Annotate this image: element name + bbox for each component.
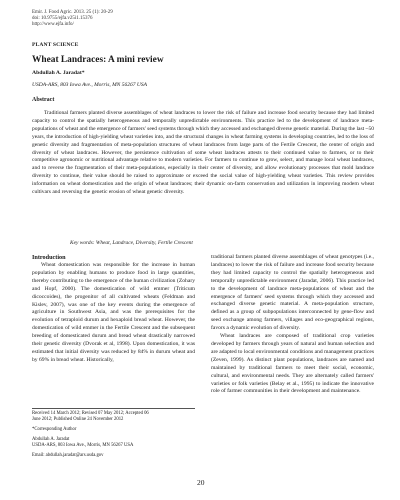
footnote-name: Abdullah A. Jaradat: [32, 437, 70, 443]
footnote-address: USDA-ARS, 803 Iowa Ave., Morris, MN 56267 USA: [32, 443, 134, 449]
journal-url[interactable]: http://www.ejfa.info/: [32, 22, 74, 28]
keywords-line: Key words: Wheat, Landrace, Diversity, Fertile Crescent: [70, 240, 193, 246]
intro-paragraph-right-2: Wheat landraces are composed of traditional crop varieties developed by farmers through years of natural and human selection and are adapted to local environmental conditions and management practices (Zeven, 1999). As distinct plant populations, landraces are named and maintained by traditional farmers to meet their social, economic, cultural, and environmental needs. They are alternately called farmers' varieties or folk varieties (Belay et al., 1995) to indicate the innovative role of farmer communities in their development and maintenance.: [211, 333, 374, 395]
journal-doi: doi: 10.9755/ejfa.v25i1.15376: [32, 16, 93, 22]
author-line: Abdullah A. Jaradat*: [32, 70, 85, 76]
section-label: PLANT SCIENCE: [32, 42, 79, 48]
introduction-heading: Introduction: [32, 254, 66, 261]
right-column: [211, 254, 374, 396]
intro-paragraph-left: Wheat domestication was responsible for the increase in human population by enabling humans to produce food in large quantities, thereby contributing to the emergence of the human civilization (Zohary and Hopf, 2000). The domestication of wild emmer (Triticum dicoccoides), the progenitor of all cultivated wheats (Feldman and Kislev, 2007), was one of the key events during the emergence of agriculture in Southwest Asia, and was the prerequisites for the evolution of tetraploid durum and hexaploid bread wheat. However, the domestication of wild emmer in the Fertile Crescent and the subsequent breeding of domesticated durum and bread wheat drastically narrowed their genetic diversity (Dvorak et al, 1998). Upon domestication, it was estimated that initial diversity was reduced by 84% in durum wheat and by 69% in bread wheat. Historically,: [32, 262, 195, 363]
left-column: [32, 262, 195, 365]
footnotes: [32, 411, 195, 460]
footnote-email[interactable]: Email: abdullah.jaradat@ars.usda.gov: [32, 453, 104, 459]
intro-paragraph-right-1: traditional farmers planted diverse assemblages of wheat genotypes (i.e., landraces) to lower the risk of failure and increase food security because they had limited capacity to control the spatially heterogeneous and temporally unpredictable environment (Jaradat, 2006). This practice led to the development of landrace meta-populations of wheat and the emergence of farmers' seed systems through which they accessed and exchanged diverse genetic material. A meta-population structure, defined as a group of subpopulations interconnected by gene-flow and seed exchange among farmers, villages and eco-geographical regions, favors a dynamic evolution of diversity.: [211, 254, 374, 332]
journal-header: [32, 10, 113, 29]
footnote-received: Received 14 March 2012; Revised 07 May 2012; Accepted 06: [32, 411, 149, 416]
article-title: Wheat Landraces: A mini review: [32, 55, 164, 65]
footnote-divider: [32, 408, 195, 409]
abstract-heading: Abstract: [32, 97, 55, 103]
footnote-corresponding: *Corresponding Author: [32, 427, 77, 433]
page-number: 20: [197, 478, 205, 487]
footnote-received-2: June 2012; Published Online 24 November 2012: [32, 417, 124, 423]
affiliation-line: USDA-ARS, 803 Iowa Ave., Morris, MN 56267 USA: [32, 82, 147, 88]
journal-citation: Emir. J. Food Agric. 2013. 25 (1): 20-29: [32, 10, 113, 15]
abstract-text: Traditional farmers planted diverse assemblages of wheat landraces to lower the risk of failure and increase food security because they had limited capacity to control the spatially heterogeneous and temporally unpredictable environments. This practice led to the development of landrace meta-populations of wheat and the emergence of farmers' seed systems through which they accessed and exchanged diverse genetic material. During the last ~50 years, the introduction of high-yielding wheat varieties into, and the structural changes in wheat farming systems in developing countries, led to the loss of genetic diversity and fragmentation of meta-population structures of wheat landraces from large parts of the Fertile Crescent, the center of origin and diversity of wheat landraces. However, the persistence cultivation of some wheat landraces attests to their continued value to farmers, or to their competitive agronomic or nutritional advantage relative to modern varieties. For farmers to continue to grow, select, and manage local wheat landraces, and to reverse the fragmentation of their meta-populations, especially in their center of diversity, and allow evolutionary processes that mold landrace diversity to continue, their value should be raised to approximate or exceed the social value of high-yielding wheat varieties. This review provides information on wheat domestication and the origin of wheat landraces; their dynamic on-farm conservation and utilization in improving modern wheat cultivars and reversing the genetic erosion of wheat genetic diversity.: [32, 110, 374, 196]
